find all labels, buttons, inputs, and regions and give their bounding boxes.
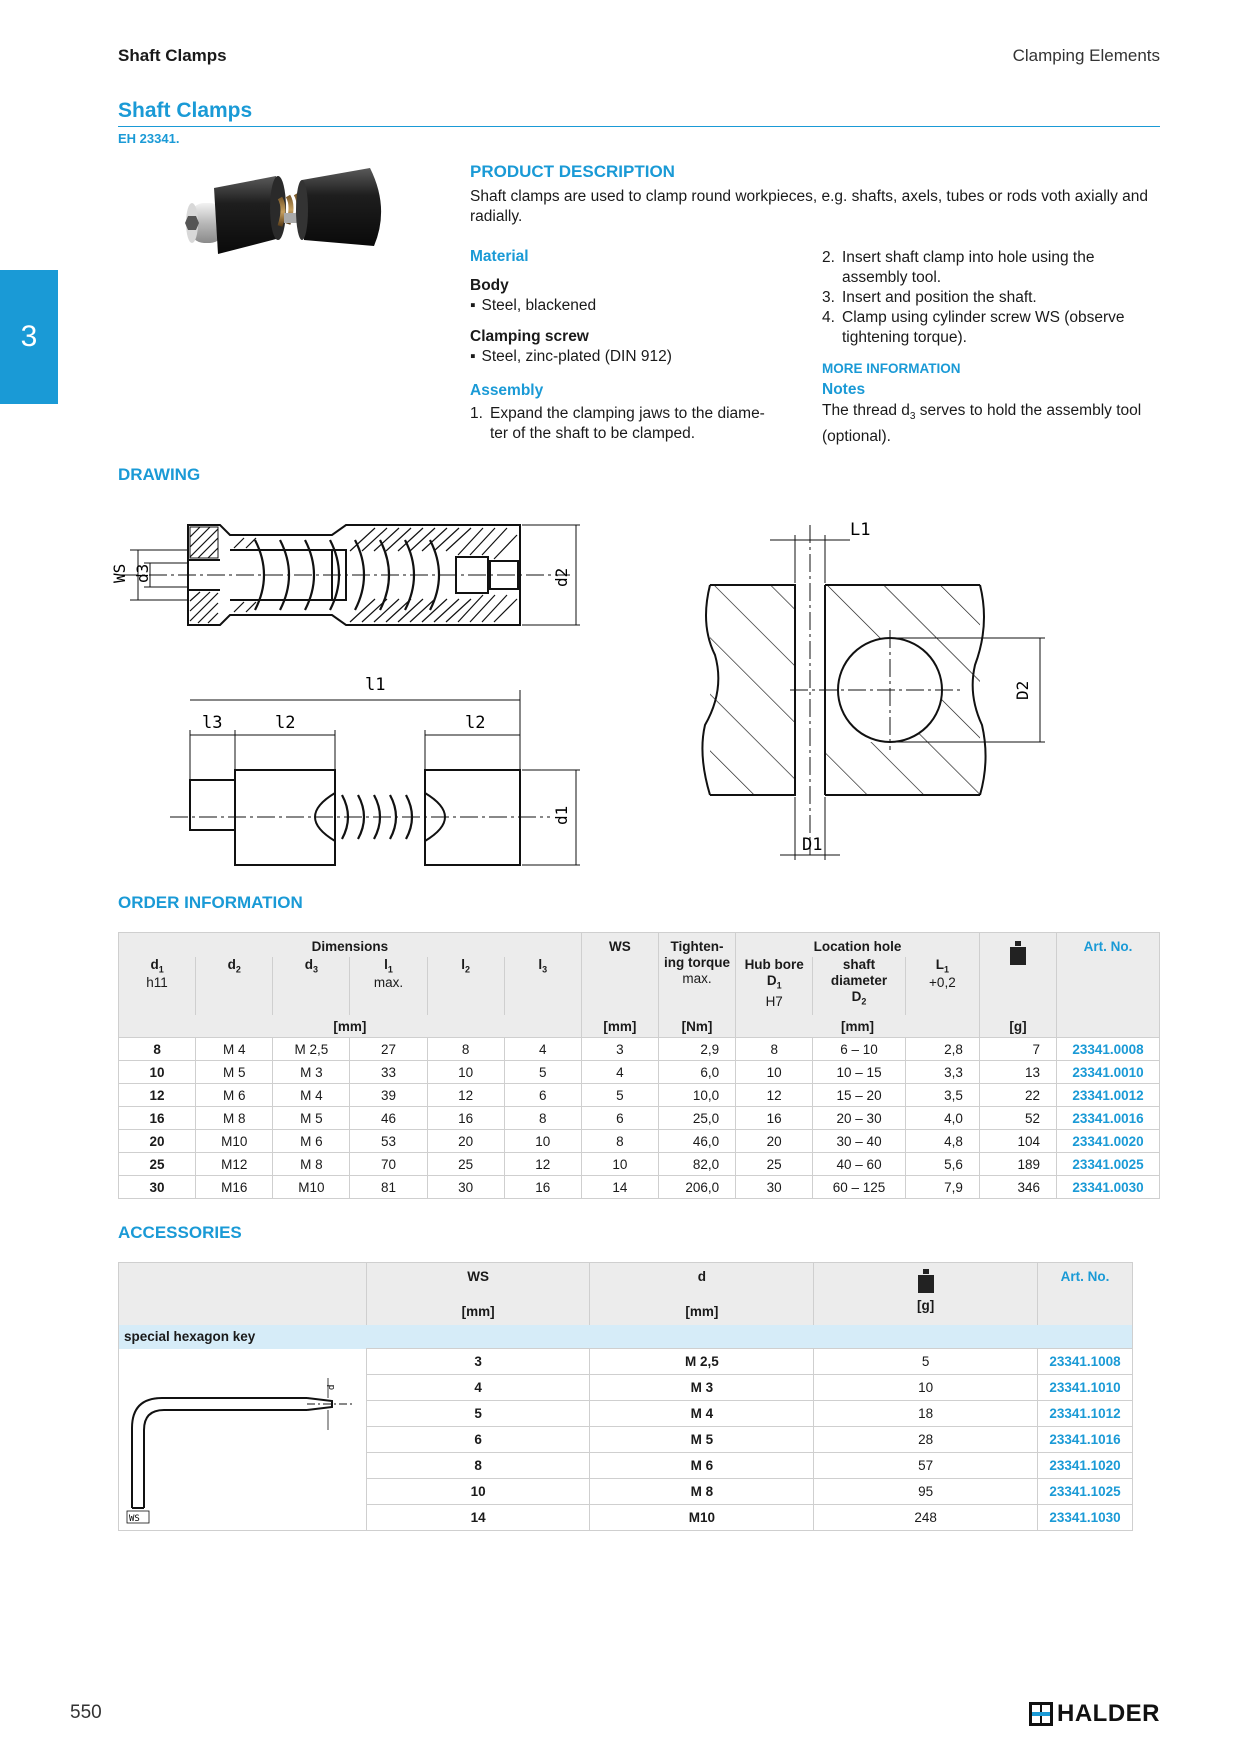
table-cell: 33 <box>350 1061 427 1084</box>
table-cell: 52 <box>979 1107 1056 1130</box>
table-cell: 10 – 15 <box>813 1061 906 1084</box>
table-cell: 60 – 125 <box>813 1176 906 1199</box>
table-cell: 4 <box>366 1375 590 1401</box>
notes-text: The thread $d_3$ serves to hold the assembly tool (optional). <box>822 402 1142 446</box>
body-label: Body <box>470 277 509 294</box>
page-number: 550 <box>70 1702 102 1723</box>
col-l3: $l_3$ <box>504 957 581 1015</box>
table-cell: 57 <box>814 1453 1038 1479</box>
table-cell: 10 <box>504 1130 581 1153</box>
drawing-label-D2: D2 <box>1013 680 1032 700</box>
table-cell: 206,0 <box>658 1176 735 1199</box>
table-cell: M 6 <box>590 1453 814 1479</box>
table-cell: 25 <box>427 1153 504 1176</box>
chapter-number: 3 <box>20 320 38 353</box>
table-cell: M 8 <box>196 1107 273 1130</box>
table-cell: 12 <box>427 1084 504 1107</box>
table-cell: 20 <box>427 1130 504 1153</box>
table-cell: 8 <box>119 1038 196 1061</box>
drawing-label-d1: d1 <box>552 805 571 825</box>
table-cell: 30 <box>119 1176 196 1199</box>
table-cell: 3,3 <box>905 1061 979 1084</box>
table-cell: 28 <box>814 1427 1038 1453</box>
table-cell: 4,0 <box>905 1107 979 1130</box>
unit-torque: [Nm] <box>658 1015 735 1038</box>
table-row <box>119 1130 1160 1153</box>
table-cell: M 6 <box>196 1084 273 1107</box>
table-row <box>119 1153 1160 1176</box>
table-row <box>119 1084 1160 1107</box>
halder-logo-icon <box>1029 1702 1053 1726</box>
art-no-link[interactable]: 23341.1008 <box>1037 1349 1132 1375</box>
col-shaft-diameter: shaft diameter $D_2$ <box>813 957 906 1015</box>
header-category: Clamping Elements <box>1012 46 1160 65</box>
table-cell: 10 <box>581 1153 658 1176</box>
table-cell: 53 <box>350 1130 427 1153</box>
drawing-label-l1: l1 <box>365 675 386 695</box>
table-cell: 5,6 <box>905 1153 979 1176</box>
table-cell: M 5 <box>273 1107 350 1130</box>
drawing-label-l2-right: l2 <box>465 713 486 733</box>
art-no-link[interactable]: 23341.0016 <box>1057 1107 1160 1130</box>
table-cell: M10 <box>196 1130 273 1153</box>
table-cell: 248 <box>814 1505 1038 1531</box>
col-d3: $d_3$ <box>273 957 350 1015</box>
table-cell: M 4 <box>590 1401 814 1427</box>
acc-group-hexagon-key: special hexagon key <box>124 1329 256 1344</box>
table-cell: M10 <box>590 1505 814 1531</box>
table-cell: 6 <box>366 1427 590 1453</box>
dimensions-group-header: Dimensions <box>119 933 582 958</box>
col-d2: $d_2$ <box>196 957 273 1015</box>
table-cell: 16 <box>119 1107 196 1130</box>
table-cell: M 8 <box>590 1479 814 1505</box>
table-cell: 10 <box>814 1375 1038 1401</box>
table-cell: 4,8 <box>905 1130 979 1153</box>
table-cell: 5 <box>581 1084 658 1107</box>
drawing-label-d3: d3 <box>133 563 152 583</box>
table-cell: M16 <box>196 1176 273 1199</box>
table-cell: 2,8 <box>905 1038 979 1061</box>
table-cell: 6 <box>504 1084 581 1107</box>
acc-col-art-no: Art. No. <box>1037 1263 1132 1326</box>
table-cell: 4 <box>504 1038 581 1061</box>
clamping-screw-material: ▪ Steel, zinc-plated (DIN 912) <box>470 347 800 367</box>
table-cell: M 3 <box>273 1061 350 1084</box>
notes-heading: Notes <box>822 381 866 398</box>
more-information-heading: MORE INFORMATION <box>822 361 961 376</box>
table-row <box>119 1176 1160 1199</box>
table-cell: 25 <box>119 1153 196 1176</box>
art-no-link[interactable]: 23341.0008 <box>1057 1038 1160 1061</box>
hexagon-key-drawing <box>122 1368 362 1524</box>
table-cell: 46 <box>350 1107 427 1130</box>
accessories-heading: ACCESSORIES <box>118 1223 242 1242</box>
table-cell: 10 <box>736 1061 813 1084</box>
art-no-link[interactable]: 23341.0012 <box>1057 1084 1160 1107</box>
product-description-heading: PRODUCT DESCRIPTION <box>470 162 675 181</box>
table-cell: 13 <box>979 1061 1056 1084</box>
technical-drawing-clamp <box>110 495 610 895</box>
product-intro: Shaft clamps are used to clamp round workpieces, e.g. shafts, axels, tubes or rods voth axially and radially. <box>470 188 1149 225</box>
table-cell: 14 <box>581 1176 658 1199</box>
table-cell: M 3 <box>590 1375 814 1401</box>
assembly-heading: Assembly <box>470 382 544 399</box>
table-cell: 70 <box>350 1153 427 1176</box>
torque-header: Tighten- ing torque max. <box>658 933 735 1016</box>
table-cell: 16 <box>504 1176 581 1199</box>
key-label-ws: WS <box>129 1514 140 1524</box>
unit-location: [mm] <box>736 1015 980 1038</box>
table-cell: 30 – 40 <box>813 1130 906 1153</box>
drawing-label-L1: L1 <box>850 520 871 540</box>
unit-weight: [g] <box>979 1015 1056 1038</box>
art-no-link[interactable]: 23341.1030 <box>1037 1505 1132 1531</box>
chapter-tab[interactable] <box>0 270 58 404</box>
table-cell: 20 <box>736 1130 813 1153</box>
acc-col-ws: WS [mm] <box>366 1263 590 1326</box>
art-no-link[interactable]: 23341.1016 <box>1037 1427 1132 1453</box>
brand-name: HALDER <box>1057 1700 1160 1727</box>
table-cell: 16 <box>736 1107 813 1130</box>
table-cell: 12 <box>119 1084 196 1107</box>
col-d1: $d_1$ h11 <box>119 957 196 1015</box>
table-cell: 27 <box>350 1038 427 1061</box>
table-cell: 25 <box>736 1153 813 1176</box>
assembly-step: 3. Insert and position the shaft. <box>822 289 1037 306</box>
table-cell: 39 <box>350 1084 427 1107</box>
acc-col-weight: [g] <box>814 1263 1038 1326</box>
drawing-heading: DRAWING <box>118 465 201 484</box>
table-cell: M 5 <box>196 1061 273 1084</box>
clamping-screw-label: Clamping screw <box>470 328 589 345</box>
table-cell: M10 <box>273 1176 350 1199</box>
art-no-link[interactable]: 23341.0020 <box>1057 1130 1160 1153</box>
table-cell: 6,0 <box>658 1061 735 1084</box>
table-row <box>119 1038 1160 1061</box>
table-cell: 18 <box>814 1401 1038 1427</box>
table-cell: 5 <box>504 1061 581 1084</box>
art-no-link[interactable]: 23341.1010 <box>1037 1375 1132 1401</box>
table-cell: 12 <box>736 1084 813 1107</box>
drawing-label-d2: d2 <box>552 567 571 587</box>
table-cell: M 2,5 <box>273 1038 350 1061</box>
table-cell: 8 <box>427 1038 504 1061</box>
art-no-link[interactable]: 23341.0025 <box>1057 1153 1160 1176</box>
assembly-step: 2. Insert shaft clamp into hole using the assembly tool. <box>822 249 1095 286</box>
table-cell: 30 <box>427 1176 504 1199</box>
table-cell: 14 <box>366 1505 590 1531</box>
table-cell: 3 <box>581 1038 658 1061</box>
table-cell: 82,0 <box>658 1153 735 1176</box>
table-cell: 3,5 <box>905 1084 979 1107</box>
ws-header: WS <box>581 933 658 1016</box>
col-L1: $L_1$ +0,2 <box>905 957 979 1015</box>
table-cell: M 5 <box>590 1427 814 1453</box>
col-l2: $l_2$ <box>427 957 504 1015</box>
table-cell: M 4 <box>196 1038 273 1061</box>
technical-drawing-location-hole <box>690 505 1090 875</box>
product-code: EH 23341. <box>118 131 180 146</box>
weight-icon <box>979 933 1056 1016</box>
table-cell: 5 <box>814 1349 1038 1375</box>
table-cell: 20 <box>119 1130 196 1153</box>
unit-dimensions: [mm] <box>119 1015 582 1038</box>
table-cell: 8 <box>581 1130 658 1153</box>
drawing-label-l2-left: l2 <box>275 713 296 733</box>
table-cell: 22 <box>979 1084 1056 1107</box>
table-cell: 8 <box>366 1453 590 1479</box>
table-cell: 40 – 60 <box>813 1153 906 1176</box>
table-cell: 12 <box>504 1153 581 1176</box>
table-cell: 3 <box>366 1349 590 1375</box>
material-heading: Material <box>470 248 529 265</box>
header-section: Shaft Clamps <box>118 46 227 65</box>
col-hub-bore: Hub bore $D_1$ H7 <box>736 957 813 1015</box>
assembly-step: 4. Clamp using cylinder screw WS (observe tightening torque). <box>822 309 1125 346</box>
col-l1: $l_1$ max. <box>350 957 427 1015</box>
table-row <box>119 1107 1160 1130</box>
order-table <box>118 932 1160 1199</box>
table-cell: 7 <box>979 1038 1056 1061</box>
table-cell: 10,0 <box>658 1084 735 1107</box>
description-right-column <box>822 248 1162 447</box>
table-cell: 6 – 10 <box>813 1038 906 1061</box>
table-cell: 346 <box>979 1176 1056 1199</box>
table-cell: 6 <box>581 1107 658 1130</box>
acc-col-d: d [mm] <box>590 1263 814 1326</box>
assembly-step: 1. Expand the clamping jaws to the diame- ter of the shaft to be clamped. <box>470 405 765 442</box>
weight-icon <box>917 1269 935 1293</box>
table-cell: 104 <box>979 1130 1056 1153</box>
table-cell: 2,9 <box>658 1038 735 1061</box>
table-cell: 46,0 <box>658 1130 735 1153</box>
table-cell: 81 <box>350 1176 427 1199</box>
table-cell: 30 <box>736 1176 813 1199</box>
table-cell: 16 <box>427 1107 504 1130</box>
drawing-label-D1: D1 <box>802 835 823 855</box>
title-divider <box>118 126 1160 127</box>
art-no-link[interactable]: 23341.0010 <box>1057 1061 1160 1084</box>
art-no-link[interactable]: 23341.0030 <box>1057 1176 1160 1199</box>
product-photo <box>180 158 400 268</box>
order-information-heading: ORDER INFORMATION <box>118 893 303 912</box>
page-title: Shaft Clamps <box>118 99 253 122</box>
location-hole-group-header: Location hole <box>736 933 980 958</box>
table-cell: 5 <box>366 1401 590 1427</box>
key-label-d: d <box>327 1384 337 1390</box>
table-cell: 10 <box>366 1479 590 1505</box>
table-cell: 7,9 <box>905 1176 979 1199</box>
table-cell: 10 <box>119 1061 196 1084</box>
art-no-link[interactable]: 23341.1020 <box>1037 1453 1132 1479</box>
table-cell: 8 <box>736 1038 813 1061</box>
table-cell: 20 – 30 <box>813 1107 906 1130</box>
table-cell: M 8 <box>273 1153 350 1176</box>
drawing-label-l3: l3 <box>202 713 223 733</box>
table-cell: M12 <box>196 1153 273 1176</box>
table-cell: M 4 <box>273 1084 350 1107</box>
drawing-label-ws: WS <box>110 563 129 583</box>
table-cell: M 6 <box>273 1130 350 1153</box>
brand-logo[interactable] <box>1029 1700 1160 1728</box>
unit-ws: [mm] <box>581 1015 658 1038</box>
table-row <box>119 1061 1160 1084</box>
table-cell: 8 <box>504 1107 581 1130</box>
art-no-link[interactable]: 23341.1012 <box>1037 1401 1132 1427</box>
table-cell: 95 <box>814 1479 1038 1505</box>
table-cell: 25,0 <box>658 1107 735 1130</box>
table-cell: 4 <box>581 1061 658 1084</box>
art-no-header: Art. No. <box>1057 933 1160 1016</box>
table-cell: 15 – 20 <box>813 1084 906 1107</box>
table-cell: 189 <box>979 1153 1056 1176</box>
body-material: ▪ Steel, blackened <box>470 296 800 316</box>
table-cell: 10 <box>427 1061 504 1084</box>
table-cell: M 2,5 <box>590 1349 814 1375</box>
description-left-column <box>470 248 800 444</box>
art-no-link[interactable]: 23341.1025 <box>1037 1479 1132 1505</box>
